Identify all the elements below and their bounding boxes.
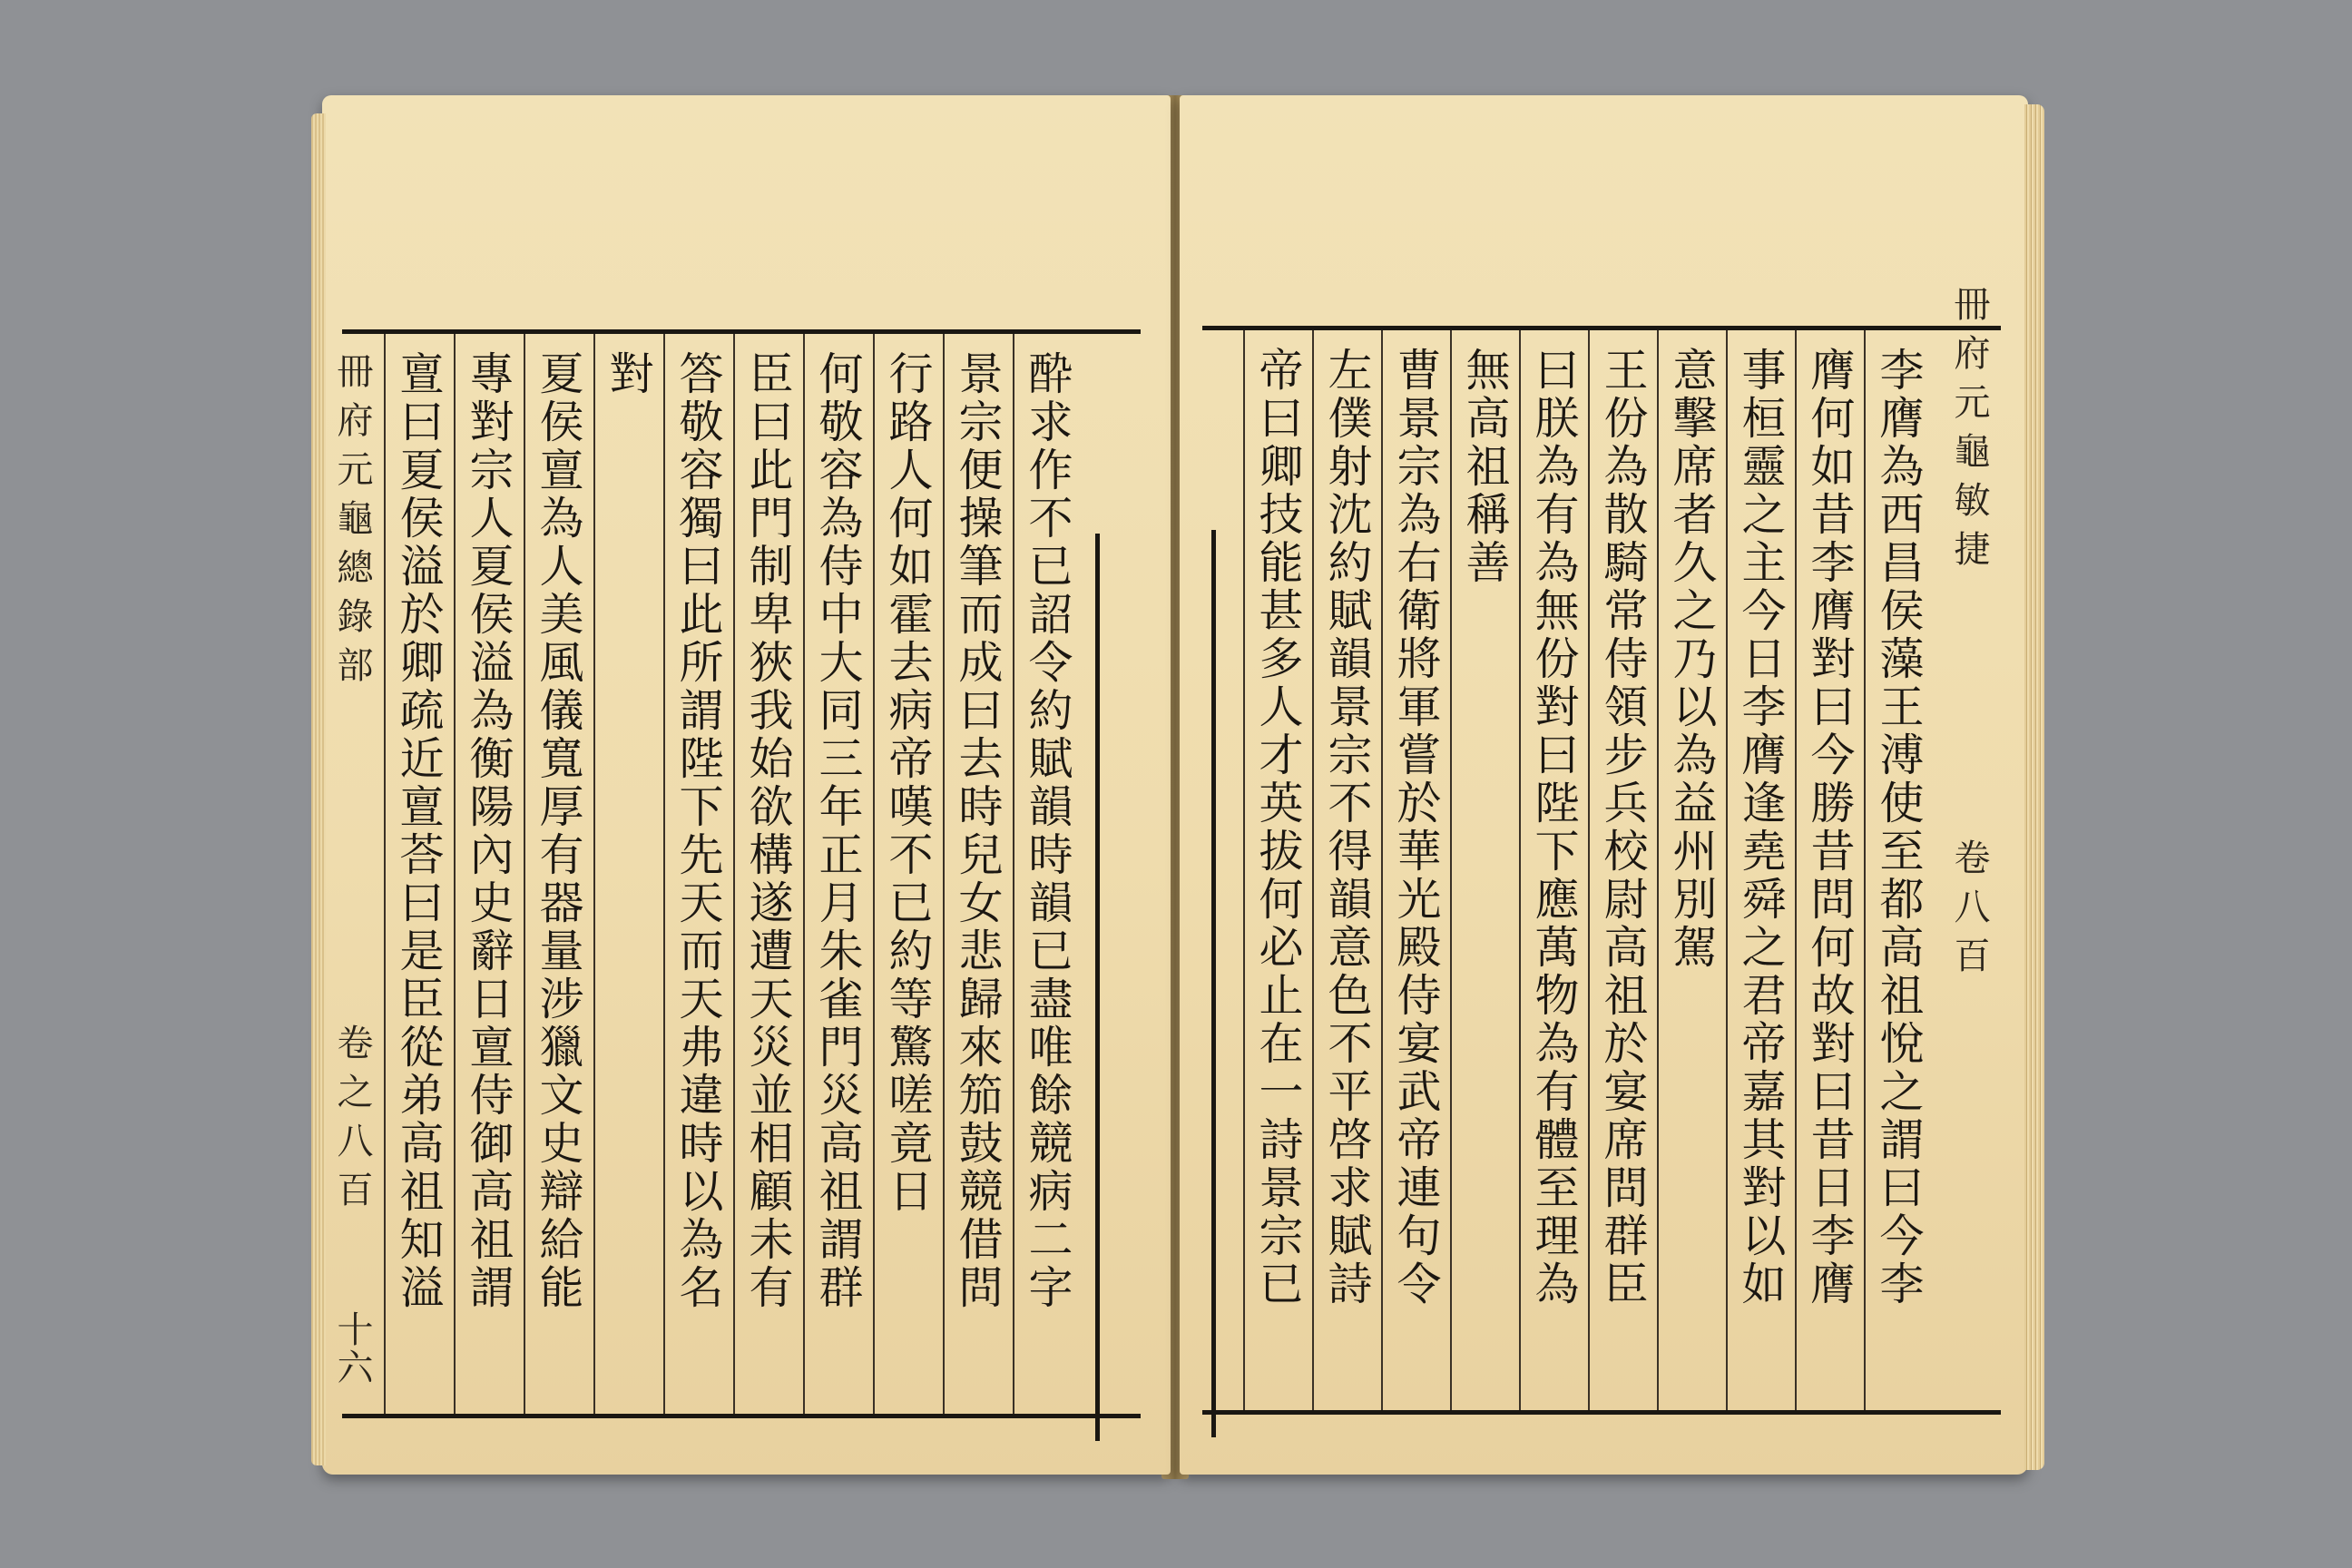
- right-text-column: 曹景宗為右衛將軍嘗於華光殿侍宴武帝連句令: [1390, 347, 1442, 1308]
- right-column-rule: [1450, 330, 1452, 1410]
- left-text-frame: [331, 329, 1141, 1418]
- left-text-column: 答敬容獨曰此所謂陛下先天而天弗違時以為名: [672, 350, 724, 1312]
- right-text-frame: [1202, 285, 2001, 1415]
- right-column-rule: [1312, 330, 1314, 1410]
- left-column-rule: [803, 334, 805, 1414]
- right-column-rule: [1726, 330, 1728, 1410]
- left-column-rule: [593, 334, 595, 1414]
- right-column-rule: [1243, 330, 1245, 1410]
- right-column-rule: [1519, 330, 1521, 1410]
- left-text-column: 臣曰此門制卑狹我始欲構遂遭天災並相顧未有: [742, 350, 794, 1312]
- left-column-rule: [524, 334, 525, 1414]
- left-text-column: 景宗便操筆而成曰去時兒女悲歸來笳鼓競借問: [952, 350, 1004, 1312]
- right-text-column: 曰朕為有為無份對曰陛下應萬物為有體至理為: [1528, 347, 1580, 1308]
- right-column-rule: [1588, 330, 1590, 1410]
- left-column-rule: [943, 334, 945, 1414]
- right-column-rule: [1381, 330, 1383, 1410]
- left-text-column: 行路人何如霍去病帝嘆不已約等驚嗟竟日: [882, 350, 934, 1216]
- left-text-column: 夏侯亶為人美風儀寬厚有器量涉獵文史辯給能: [533, 350, 584, 1312]
- right-text-column: 意擊席者久之乃以為益州別駕: [1666, 347, 1718, 972]
- left-text-column: 酔求作不已詔令約賦韻時韻已盡唯餘競病二字: [1022, 350, 1073, 1312]
- left-inner-rule: [1095, 534, 1100, 1441]
- right-running-title: 冊府元龜敏捷: [1948, 285, 1990, 579]
- left-column-rule: [663, 334, 665, 1414]
- right-text-column: 帝曰卿技能甚多人才英拔何必止在一詩景宗已: [1252, 347, 1304, 1308]
- left-chapter-label: 卷之八百: [331, 1024, 373, 1220]
- right-column-rule: [1795, 330, 1797, 1410]
- left-column-rule: [733, 334, 735, 1414]
- right-text-column: 膺何如昔李膺對曰今勝昔問何故對曰昔日李膺: [1804, 347, 1856, 1308]
- left-column-rule: [1013, 334, 1014, 1414]
- left-column-rule: [454, 334, 456, 1414]
- right-column-rule: [1657, 330, 1659, 1410]
- open-book: [322, 95, 2028, 1479]
- left-running-title: 冊府元龜總錄部: [331, 352, 373, 695]
- right-chapter-label: 卷八百: [1948, 838, 1990, 985]
- right-text-column: 事桓靈之主今日李膺逢堯舜之君帝嘉其對以如: [1735, 347, 1787, 1308]
- right-text-column: 王份為散騎常侍領步兵校尉高祖於宴席問群臣: [1597, 347, 1649, 1308]
- left-column-rule: [384, 334, 386, 1414]
- left-page: [322, 95, 1171, 1475]
- right-text-column: 李膺為西昌侯藻王溥使至都高祖悅之謂曰今李: [1873, 347, 1925, 1308]
- left-text-column: 何敬容為侍中大同三年正月朱雀門災高祖謂群: [812, 350, 864, 1312]
- left-column-rule: [873, 334, 875, 1414]
- left-text-column: 對: [603, 350, 654, 398]
- left-text-column: 專對宗人夏侯溢為衡陽內史辭日亶侍御高祖謂: [463, 350, 514, 1312]
- right-column-rule: [1864, 330, 1866, 1410]
- right-inner-rule: [1211, 530, 1216, 1437]
- right-text-column: 無高祖稱善: [1459, 347, 1511, 587]
- right-page: [1180, 95, 2028, 1475]
- left-page-number: 十六: [331, 1310, 373, 1387]
- right-text-column: 左僕射沈約賦韻景宗不得韻意色不平啓求賦詩: [1321, 347, 1373, 1308]
- left-text-column: 亶曰夏侯溢於卿疏近亶荅曰是臣從弟高祖知溢: [393, 350, 445, 1312]
